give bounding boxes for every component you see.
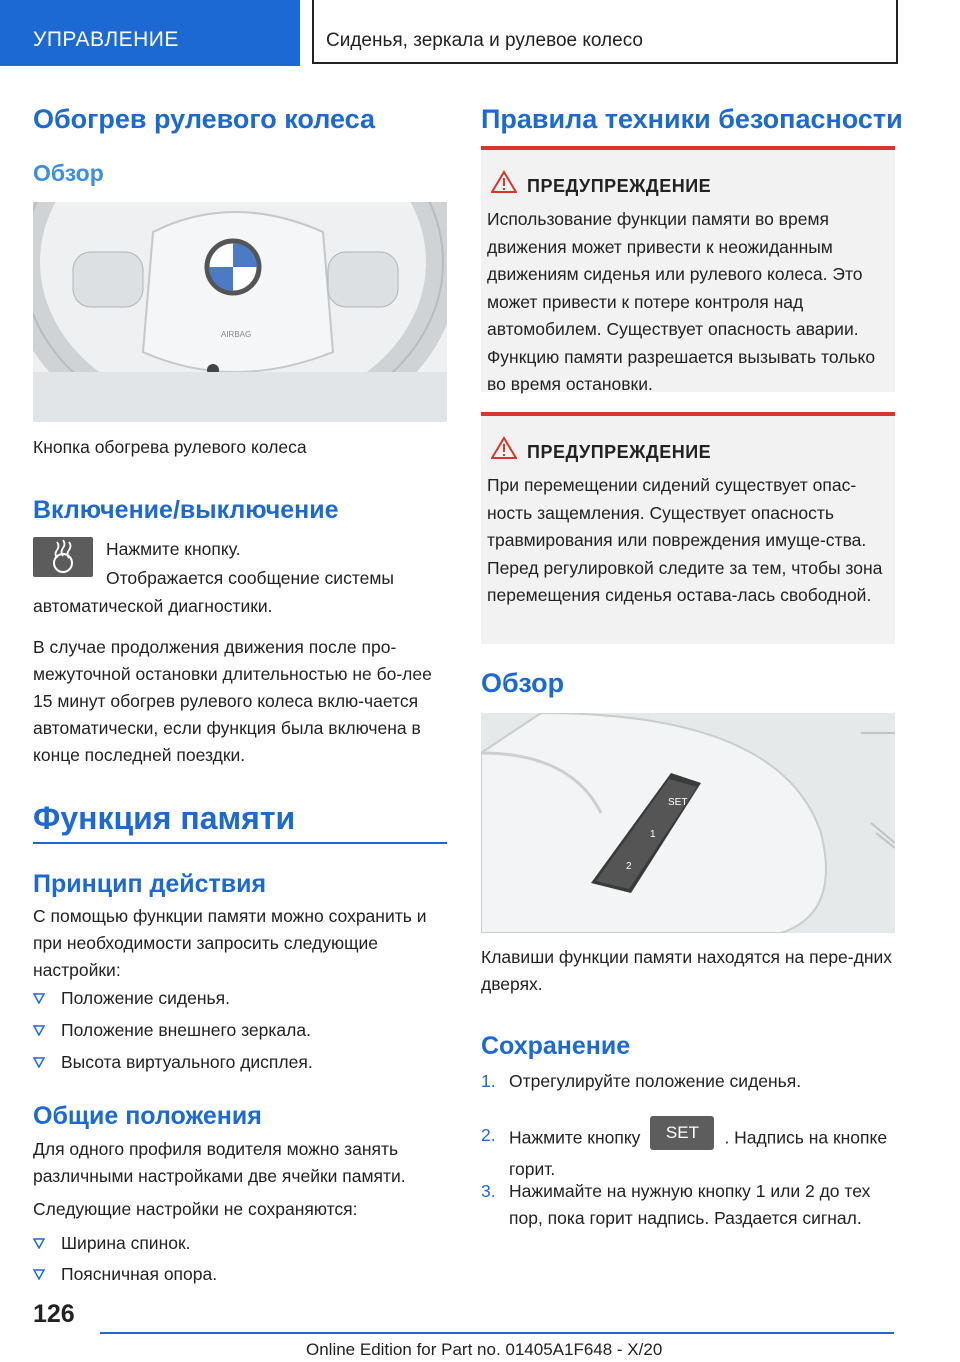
warning-text: Использование функции памяти во время движения может привести к неожиданным движениям сиденья или рулевого колеса. Это может привести к потере контроля над автомобилем. Существует опасность аварии. Функцию памяти разрешается вызывать только во время остановки.	[487, 209, 876, 394]
bullet-triangle-icon	[33, 1025, 45, 1036]
onoff-message: Отображается сообщение системы	[106, 568, 394, 588]
warning-triangle-icon	[491, 436, 517, 460]
steering-image-caption: Кнопка обогрева рулевого колеса	[33, 437, 307, 457]
door-2-label: 2	[626, 861, 632, 872]
list-item: 2. Нажмите кнопку SET . Надпись на кнопке горит.	[481, 1112, 895, 1172]
steering-wheel-image	[33, 202, 447, 422]
onoff-title: Включение/выключение	[33, 496, 339, 524]
bullet-triangle-icon	[33, 1238, 45, 1249]
heating-title: Обогрев рулевого колеса	[33, 104, 376, 134]
overview-subtitle: Обзор	[33, 160, 104, 186]
warning-triangle-icon	[491, 170, 517, 194]
warning-title: ПРЕДУПРЕЖДЕНИЕ	[527, 442, 712, 462]
footer-rule	[100, 1332, 894, 1334]
warning-title: ПРЕДУПРЕЖДЕНИЕ	[527, 176, 712, 196]
not-saved-paragraph: Следующие настройки не сохраняются:	[33, 1199, 358, 1219]
chapter-tab	[312, 0, 898, 64]
onoff-message-cont: автоматической диагностики.	[33, 596, 273, 616]
section-title: УПРАВЛЕНИЕ	[33, 28, 179, 51]
bullet-triangle-icon	[33, 993, 45, 1004]
chapter-title: Сиденья, зеркала и рулевое колесо	[326, 30, 643, 51]
safety-title: Правила техники безопасности	[481, 104, 903, 134]
door-1-label: 1	[650, 829, 656, 840]
onoff-step: Нажмите кнопку.	[106, 539, 241, 559]
save-title: Сохранение	[481, 1032, 631, 1060]
memory-title: Функция памяти	[33, 800, 296, 836]
bullet-triangle-icon	[33, 1269, 45, 1280]
bullet-triangle-icon	[33, 1057, 45, 1068]
memory-title-rule	[33, 842, 447, 844]
airbag-label: AIRBAG	[221, 330, 252, 339]
door-image-caption: Клавиши функции памяти находятся на пере-дних дверях.	[481, 947, 893, 994]
door-memory-buttons-image	[481, 713, 895, 933]
continue-paragraph: В случае продолжения движения после про-межуточной остановки длительностью не бо-лее 15 минут обогрев рулевого колеса вклю-чается автоматически, если функция была включена в конце последней поездки.	[33, 637, 432, 765]
general-title: Общие положения	[33, 1102, 262, 1130]
warning-box-1	[481, 146, 895, 392]
principle-title: Принцип действия	[33, 870, 267, 898]
footer-edition: Online Edition for Part no. 01405A1F648 - X/20	[306, 1340, 663, 1359]
warning-box-2	[481, 412, 895, 644]
overview-title-right: Обзор	[481, 668, 565, 698]
general-paragraph: Для одного профиля водителя можно занять различными настройками две ячейки памяти.	[33, 1139, 406, 1186]
principle-paragraph: С помощью функции памяти можно сохранить и при необходимости запросить следующие настройки:	[33, 906, 427, 980]
door-set-label: SET	[668, 797, 688, 808]
section-tab	[0, 0, 300, 66]
page-number: 126	[33, 1300, 75, 1328]
set-button-icon: SET	[650, 1116, 714, 1150]
heated-wheel-button-icon	[33, 537, 93, 577]
warning-text: При перемещении сидений существует опас-ность защемления. Существует опасность травмирования или повреждения имуще-ства. Перед регулировкой следите за тем, чтобы зона перемещения сиденья остава-лась свободной.	[487, 475, 883, 605]
